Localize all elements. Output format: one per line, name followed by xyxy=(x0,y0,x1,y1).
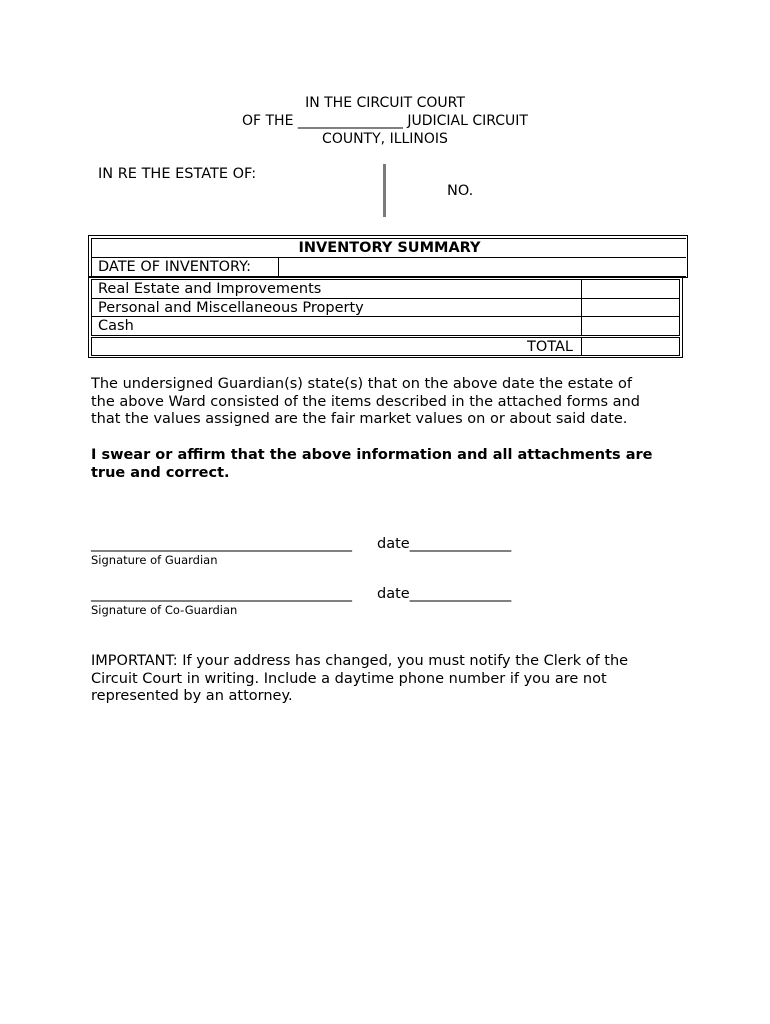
personal-property-value-field[interactable] xyxy=(581,298,680,317)
court-title: IN THE CIRCUIT COURT xyxy=(305,95,465,111)
list-item xyxy=(91,279,582,299)
judicial-circuit-line: OF THE _______________ JUDICIAL CIRCUIT xyxy=(241,113,528,129)
guardian-signature-line[interactable]: ____________________________________ xyxy=(91,536,352,552)
notice-line: IMPORTANT: If your address has changed, you must notify the Clerk of the xyxy=(91,653,629,669)
total-value-field[interactable] xyxy=(581,337,680,356)
summary-title: INVENTORY SUMMARY xyxy=(298,240,481,256)
guardian-date-line[interactable]: date______________ xyxy=(377,536,512,552)
important-notice xyxy=(91,653,628,706)
notice-line: represented by an attorney. xyxy=(91,688,293,704)
statement-line: the above Ward consisted of the items described in the attached forms and xyxy=(91,393,640,410)
row-label-personal-property: Personal and Miscellaneous Property xyxy=(98,300,364,316)
cash-value-field[interactable] xyxy=(581,316,680,336)
real-estate-value-field[interactable] xyxy=(581,279,680,299)
oath-line: true and correct. xyxy=(91,464,230,481)
notice-line: Circuit Court in writing. Include a daytime phone number if you are not xyxy=(91,670,607,687)
row-label-real-estate: Real Estate and Improvements xyxy=(98,281,322,297)
date-of-inventory-field[interactable] xyxy=(278,257,686,277)
total-label: TOTAL xyxy=(527,339,573,355)
co-guardian-date-line[interactable]: date______________ xyxy=(377,586,512,602)
list-item xyxy=(91,316,582,336)
estate-label: IN RE THE ESTATE OF: xyxy=(98,166,257,182)
total-row xyxy=(91,337,582,356)
row-label-cash: Cash xyxy=(98,318,134,334)
oath-line: I swear or affirm that the above information and all attachments are xyxy=(91,447,653,463)
co-guardian-signature-line[interactable]: ____________________________________ xyxy=(91,586,352,602)
guardian-signature-caption: Signature of Guardian xyxy=(91,553,218,567)
guardian-statement xyxy=(91,376,640,429)
co-guardian-signature-caption: Signature of Co-Guardian xyxy=(91,603,238,617)
county-line: COUNTY, ILLINOIS xyxy=(322,131,448,147)
statement-line: that the values assigned are the fair market values on or about said date. xyxy=(91,411,628,427)
caption-divider xyxy=(383,164,386,217)
list-item xyxy=(91,298,582,317)
summary-title-cell xyxy=(91,238,686,258)
date-label-cell xyxy=(91,257,279,277)
oath-statement xyxy=(91,447,652,482)
case-number-label: NO. xyxy=(447,183,474,199)
date-of-inventory-label: DATE OF INVENTORY: xyxy=(98,259,251,275)
statement-line: The undersigned Guardian(s) state(s) that on the above date the estate of xyxy=(91,376,632,392)
